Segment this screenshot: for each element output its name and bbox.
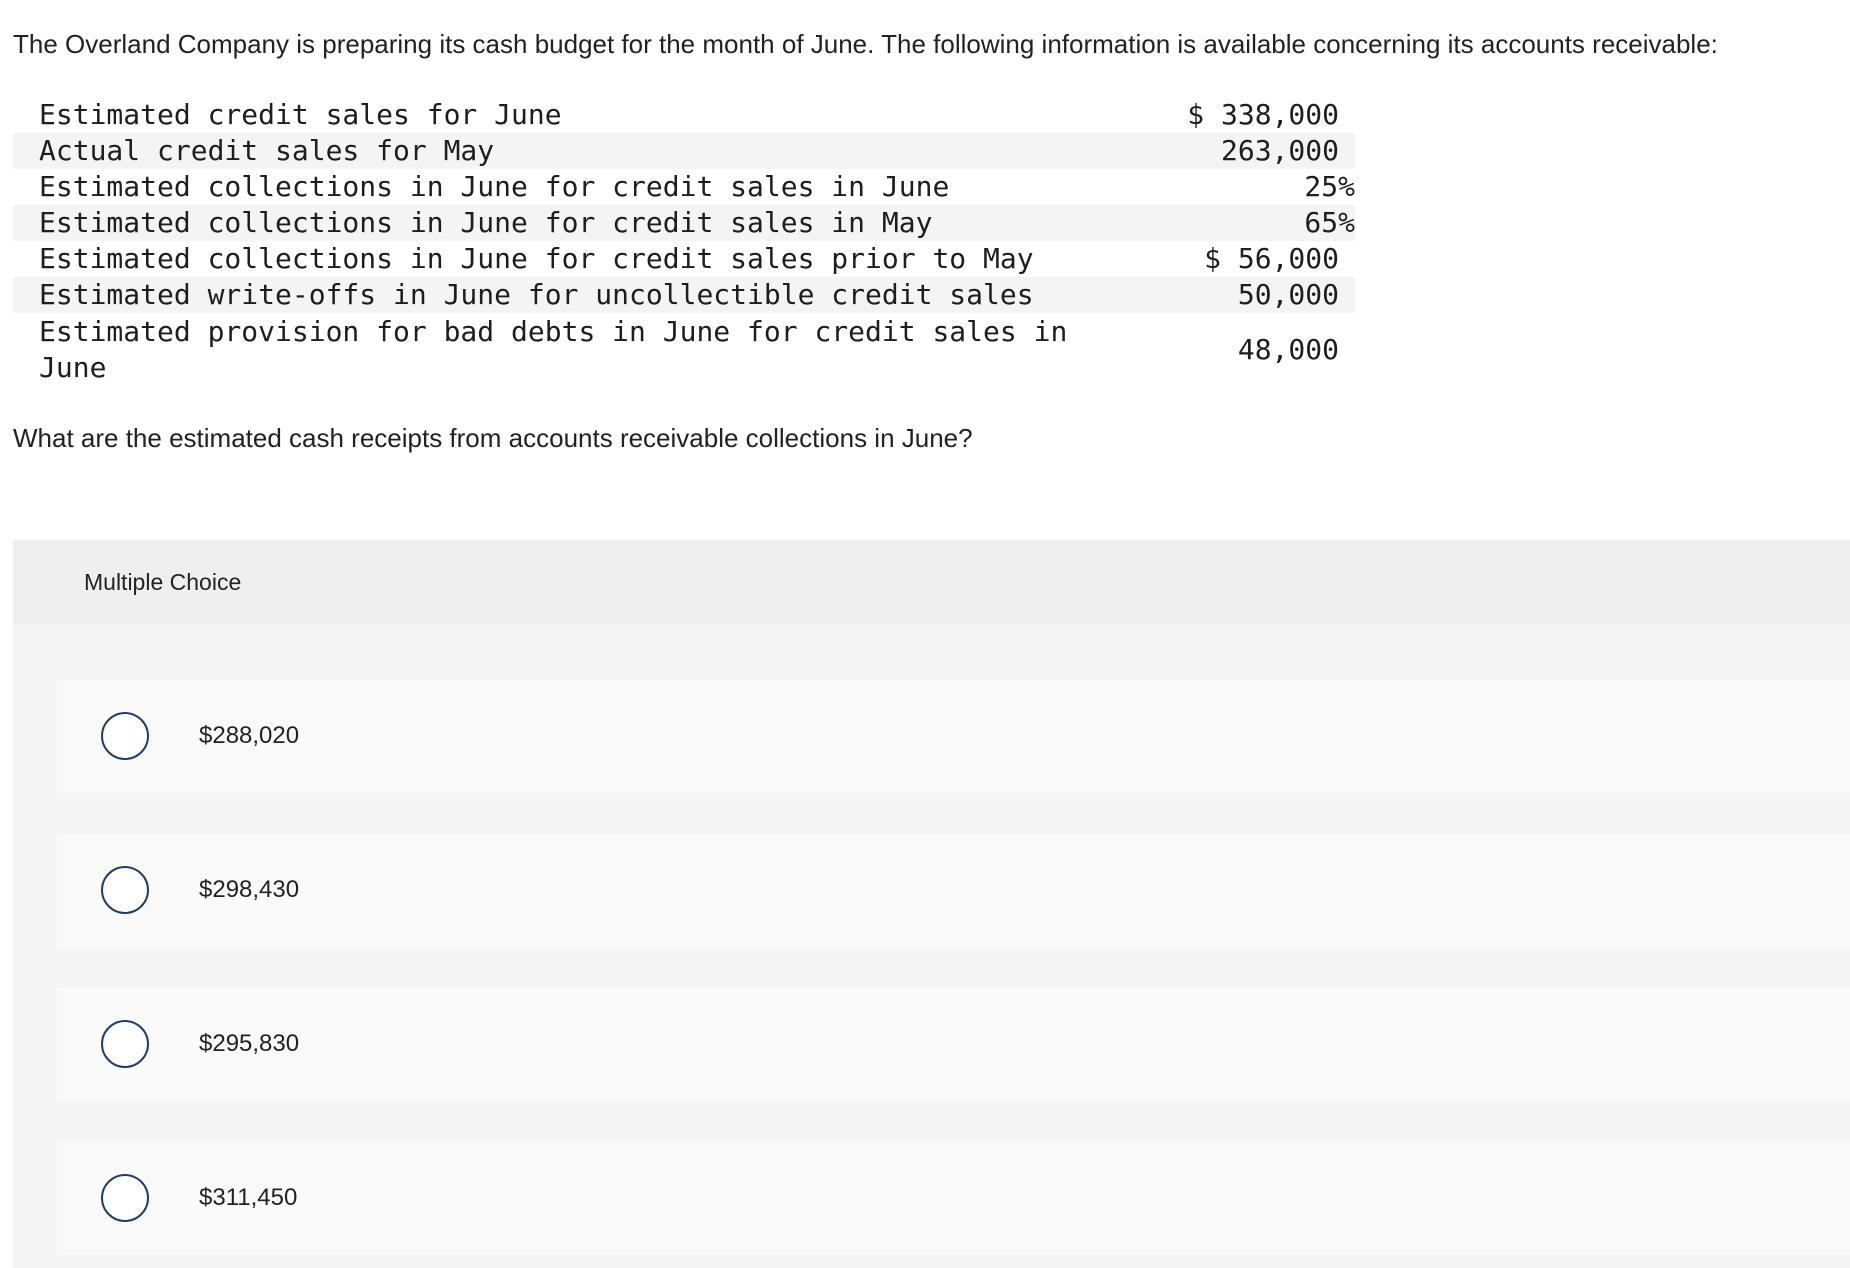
answer-option[interactable] — [57, 680, 1850, 793]
table-row — [13, 205, 1355, 241]
radio-button-icon[interactable] — [101, 1174, 149, 1222]
row-value: 263,000 — [1220, 134, 1339, 167]
answer-option-label: $298,430 — [199, 876, 300, 903]
row-value: 65% — [1304, 206, 1355, 239]
answer-option-label: $295,830 — [199, 1030, 300, 1057]
row-label: Actual credit sales for May — [39, 134, 495, 167]
table-row — [13, 169, 1355, 205]
radio-button-icon[interactable] — [101, 712, 149, 760]
row-label: Estimated collections in June for credit sales in June — [39, 170, 950, 203]
row-value: $ 56,000 — [1204, 242, 1339, 275]
row-label: Estimated write-offs in June for uncollectible credit sales — [39, 278, 1034, 311]
accounts-receivable-table — [13, 97, 1355, 387]
question-text: What are the estimated cash receipts from accounts receivable collections in June? — [13, 423, 973, 453]
table-row — [13, 241, 1355, 277]
answer-options — [13, 625, 1850, 1268]
row-value: 25% — [1304, 170, 1355, 203]
radio-button-icon[interactable] — [101, 1020, 149, 1068]
table-row — [13, 277, 1355, 313]
row-value: 50,000 — [1237, 278, 1339, 311]
table-row — [13, 133, 1355, 169]
multiple-choice-panel — [13, 540, 1850, 1268]
answer-option[interactable] — [57, 1142, 1850, 1255]
question-intro-text: The Overland Company is preparing its cash budget for the month of June. The following information is available concerning its accounts receivable: — [13, 29, 1718, 59]
row-label: Estimated collections in June for credit sales prior to May — [39, 242, 1034, 275]
table-row — [13, 97, 1355, 133]
row-label: Estimated provision for bad debts in June for credit sales in June — [39, 315, 1068, 384]
answer-option[interactable] — [57, 988, 1850, 1101]
row-label: Estimated collections in June for credit sales in May — [39, 206, 933, 239]
answer-option-label: $311,450 — [199, 1184, 298, 1211]
answer-option[interactable] — [57, 834, 1850, 947]
multiple-choice-header: Multiple Choice — [13, 540, 1850, 625]
row-value: 48,000 — [1237, 333, 1339, 366]
answer-option-label: $288,020 — [199, 722, 300, 749]
row-value: $ 338,000 — [1187, 98, 1339, 131]
row-label: Estimated credit sales for June — [39, 98, 562, 131]
radio-button-icon[interactable] — [101, 866, 149, 914]
table-row — [13, 313, 1355, 387]
